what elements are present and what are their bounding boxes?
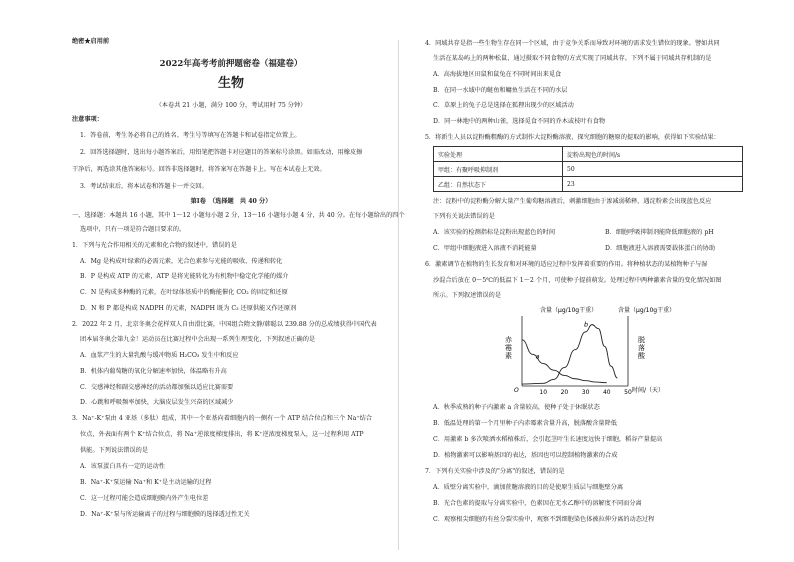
subject-title: 生物 xyxy=(217,76,244,91)
q6-option: B．低温处理的第一个月里种子内赤霉素含量升高，脱落酸含量降低 xyxy=(433,420,617,427)
part1-instruction: 选项中，只有一项是符合题目要求的。 xyxy=(80,226,186,233)
notice-item: 2．回答选择题时，选出每小题答案后，用铅笔把答题卡对应题目的答案标号涂黑。如需改动，用橡皮擦 xyxy=(80,149,363,156)
x-tick-label: 50 xyxy=(624,389,632,396)
q5-stem: 5．将新生人员以淀粉酶粗酶的方式制作大淀粉酶溶液，探究细胞的糖原的提取的影响，获得如下实验结果： xyxy=(425,134,720,141)
q1-stem: 1．下列与光合作用相关的元素和化合物的叙述中，错误的是 xyxy=(72,242,237,249)
left-series-name xyxy=(505,335,513,360)
x-tick-label: 10 xyxy=(539,389,548,396)
secret-label: 绝密★启用前 xyxy=(72,38,110,45)
q3-stem: 3．Na⁺-K⁺泵由 4 亚基（多肽）组成，其中一个亚基向着细胞内的一侧有一个 ATP 结合位点和三个 Na⁺结合 xyxy=(72,415,372,422)
q3-stem: 供能。下列说法错误的是 xyxy=(80,447,149,454)
part1-instruction: 一、选择题：本题共 16 小题，其中 1～12 小题每小题 2 分，13～16 小题每小题 4 分，共 40 分。在每小题给出的四个 xyxy=(72,212,405,219)
part1-title: 第Ⅰ卷 （选择题 共 40 分） xyxy=(190,198,272,205)
table-cell: 23 xyxy=(563,177,743,192)
q4-option: C．草原上的兔子总是选择在狐狸出现少的区域活动 xyxy=(433,102,574,109)
q6-stem: 沙混合后放在 0～5℃的低温下 1～2 个月，可使种子提前萌发。处理过程中两种激素含量的变化情况如图 xyxy=(433,277,722,284)
notice-item: 1．答卷前，考生务必将自己的姓名、考生号等填写在答题卡和试卷指定位置上。 xyxy=(80,132,301,139)
notices-title: 注意事项： xyxy=(72,116,103,123)
right-series-name-char: 脱 xyxy=(638,336,645,344)
q4-option: B．在同一水域中的鲢鱼和鳙鱼生活在不同的水层 xyxy=(433,87,568,94)
q6-stem: 所示。下列叙述错误的是 xyxy=(433,292,502,299)
q5-note: 注：淀粉中的淀粉酶分解大量产生葡萄糖溶液后，刺激细胞由于渗减弱稀释，遇淀粉素会出现蓝色反应 xyxy=(433,198,712,205)
x-tick-label: 20 xyxy=(560,389,569,396)
q3-stem: 位点，外表面有两个 K⁺结合位点，将 Na⁺逆浓度梯度排出，将 K⁺逆浓度梯度泵入，这一过程利用 ATP xyxy=(80,431,364,438)
q4-option: A．高海拔地区田鼠和鼠兔在不同时间出来觅食 xyxy=(433,71,562,78)
q5-option: B．细胞呼吸抑制剂能降低细胞液的 pH xyxy=(605,229,714,236)
q7-stem: 7．下列有关实验中涉及的"分离"的叙述，错误的是 xyxy=(425,468,565,475)
q1-option: D．N 和 P 都是构成 NADPH 的元素，NADPH 既为 C₃ 还原供能又作还原剂 xyxy=(80,305,297,312)
table-header-cell: 淀粉出现色的时间/s xyxy=(563,147,743,162)
x-ticks xyxy=(539,389,632,396)
exam-note: （本卷共 21 小题，满分 100 分，考试用时 75 分钟） xyxy=(155,102,307,109)
q7-option: C．观察根尖细胞的有丝分裂实验中，观察不到细胞染色体被拉伸分离的动态过程 xyxy=(433,516,655,523)
left-series-name-char: 素 xyxy=(505,352,512,360)
origin-label: O xyxy=(514,387,519,394)
table-row xyxy=(434,177,743,192)
q2-option: D．心跳和呼吸频率加快，大脑皮层发生兴奋的区域减少 xyxy=(80,399,234,406)
q3-option: C．这一过程可能会造成细胞膜内外产生电位差 xyxy=(80,495,209,502)
notice-item: 干净后，再选涂其他答案标号。回答非选择题时，将答案写在答题卡上。写在本试卷上无效。 xyxy=(72,166,326,173)
q6-stem: 6．激素调节在植物的生长发育和对环境的适应过程中发挥着重要的作用。将种植状态的某植物种子与湿 xyxy=(425,261,708,268)
table-cell: 50 xyxy=(563,162,743,177)
q7-option: A．质壁分离实验中，滴加蔗糖溶液的目的是使原生质层与细胞壁分离 xyxy=(433,484,624,491)
series-line-a xyxy=(522,340,607,383)
q3-option: A．该泵蛋白具有一定的运动性 xyxy=(80,463,165,470)
q4-stem: 生活在某岛屿上的两种松鼠，通过摄取不同食物的方式实现了同域共存。下列不属于同域共存机制的是 xyxy=(433,55,712,62)
q2-option: A．血浆产生的大量乳酸与缓冲物质 H₂CO₃ 发生中和反应 xyxy=(80,352,239,359)
right-column xyxy=(400,0,794,562)
table-cell: 甲组：有聚呼吸抑制剂 xyxy=(434,162,563,177)
q4-stem: 4．同域共存是指一些生物生存在同一个区域，由于竞争关系而导致对环境的需求发生错位的现象。譬如共同 xyxy=(425,40,720,47)
right-series-name-char: 酸 xyxy=(638,352,645,360)
x-axis-title: 时间/（天） xyxy=(632,387,665,394)
right-series-name xyxy=(638,335,646,360)
q5-option: A．该实验的检测指标是淀粉出现蓝色的时间 xyxy=(433,229,556,236)
q3-option: B．Na⁺-K⁺泵运输 Na⁺和 K⁺是主动运输的过程 xyxy=(80,479,212,486)
column-divider xyxy=(398,40,399,550)
right-series-name-char: 落 xyxy=(638,344,645,352)
table-row xyxy=(434,162,743,177)
q4-option: D．同一林地中的两种山雀，选择觅食不同的乔木或枝叶有食物 xyxy=(433,118,606,125)
q2-option: B．机体内葡萄糖的氧化分解速率加快，体温略有升高 xyxy=(80,368,227,375)
q6-option: A．秋季成熟的种子内激素 a 含量较高，使种子处于休眠状态 xyxy=(433,404,600,411)
table-header-cell: 实验处理 xyxy=(434,147,563,162)
hormone-chart xyxy=(500,302,710,398)
notice-item: 3．考试结束后，将本试卷和答题卡一并交回。 xyxy=(80,183,208,190)
q6-option: D．植物激素可以影响基因的表达，基因也可以控制植物激素的合成 xyxy=(433,452,618,459)
left-series-name-char: 霉 xyxy=(505,344,512,352)
q5-option: C．甲组中细胞液进入溶液不消耗能量 xyxy=(433,245,537,252)
left-series-name-char: 赤 xyxy=(505,336,512,344)
q1-option: A．Mg 是构成叶绿素的必需元素，光合色素参与光能的吸收、传递和转化 xyxy=(80,258,283,265)
q1-option: B．P 是构成 ATP 的元素，ATP 是将光能转化为有机物中稳定化学能的媒介 xyxy=(80,273,289,280)
q5-stem: 下列有关说法错误的是 xyxy=(433,213,495,220)
y-axis-title-left: 含量（μg/10g干重） xyxy=(540,307,598,314)
q2-stem: 2．2022 年 2 月，北京冬奥会花样双人自由滑比赛，中国组合隋文静/韩聪以 239.88 分的总成绩获得中国代表 xyxy=(72,321,377,328)
q1-option: C．N 是构成多种酶的元素，在叶绿体基质中的酶能催化 CO₂ 的固定和还原 xyxy=(80,289,288,296)
series-label-a: a xyxy=(535,352,540,361)
q5-table xyxy=(433,146,743,192)
table-row xyxy=(434,147,743,162)
q3-option: D．Na⁺-K⁺泵与所运输离子的过程与细胞膜的选择透过性无关 xyxy=(80,511,250,518)
table-cell: 乙组：自然状态下 xyxy=(434,177,563,192)
x-tick-label: 30 xyxy=(581,389,590,396)
exam-title: 2022年高考考前押题密卷（福建卷） xyxy=(159,59,303,69)
series-group xyxy=(522,321,617,384)
q7-option: B．光合色素的提取与分离实验中，色素因在无水乙醇中的溶解度不同而分离 xyxy=(433,500,642,507)
q5-option: D．细胞液进入溶液需要载体蛋白的协助 xyxy=(605,245,716,252)
q2-option: C．交感神经和副交感神经的活动都加强以适应比赛需要 xyxy=(80,384,234,391)
series-label-b: b xyxy=(583,320,589,329)
q2-stem: 团本届冬奥会第九金！运动员在比赛过程中会出现一系列生理变化，下列叙述正确的是 xyxy=(80,336,316,343)
q6-option: C．用激素 b 多次喷洒水稻植株后，会引起茎叶生长速度远快于细胞，稻谷产量提高 xyxy=(433,436,663,443)
x-tick-label: 40 xyxy=(602,389,611,396)
y-axis-title-right: 含量（μg/10g干重） xyxy=(618,307,676,314)
